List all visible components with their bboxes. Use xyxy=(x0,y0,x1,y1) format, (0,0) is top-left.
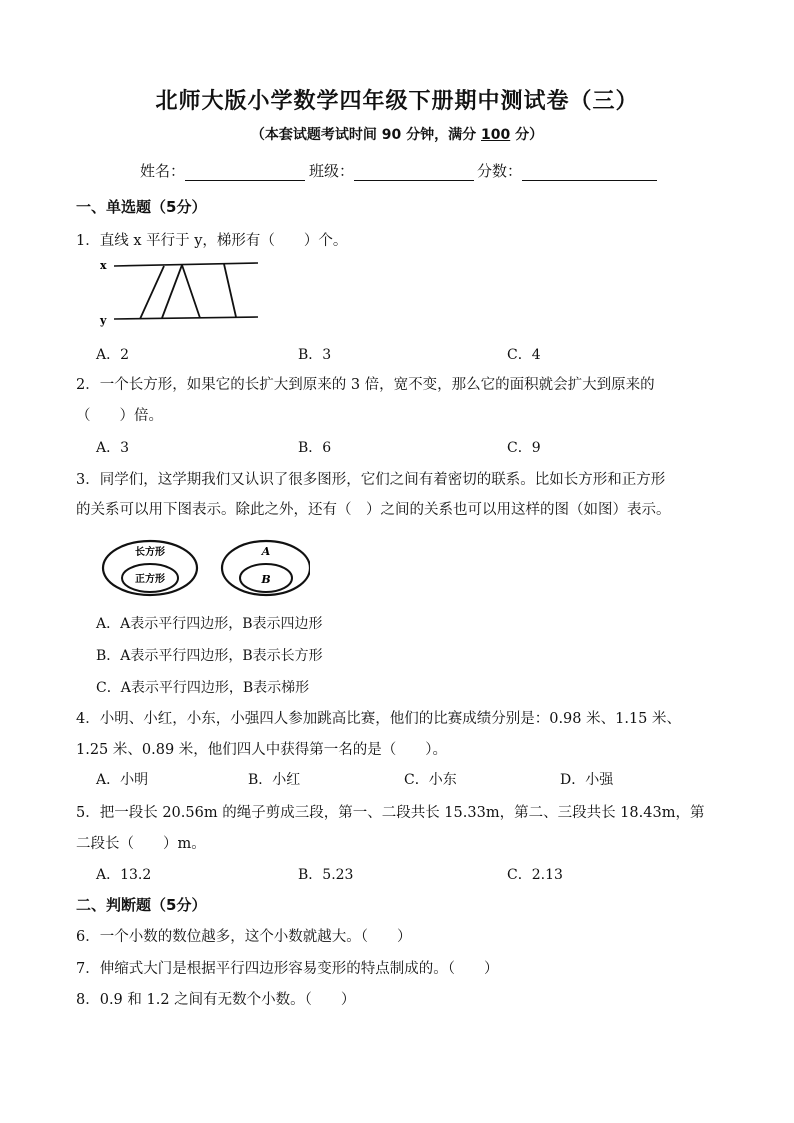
fig-label-y: y xyxy=(100,314,107,327)
q1-option-b[interactable]: B．3 xyxy=(298,347,332,363)
section-heading-true-false: 二、判断题（5分） xyxy=(76,896,207,914)
question-7-text: 7．伸缩式大门是根据平行四边形容易变形的特点制成的。（ ） xyxy=(76,961,499,977)
q5-option-c[interactable]: C．2.13 xyxy=(507,867,563,883)
score-blank[interactable] xyxy=(522,164,657,181)
q3-option-b[interactable]: B．A表示平行四边形，B表示长方形 xyxy=(96,648,323,664)
question-8-text: 8．0.9 和 1.2 之间有无数个小数。（ ） xyxy=(76,992,356,1008)
question-4-line1: 4．小明、小红，小东，小强四人参加跳高比赛，他们的比赛成绩分别是：0.98 米、1.15 米、 xyxy=(76,711,682,727)
class-label: 班级： xyxy=(309,162,355,180)
segment-2 xyxy=(162,265,182,318)
q1-option-c[interactable]: C．4 xyxy=(507,347,541,363)
class-field[interactable] xyxy=(309,160,474,181)
section-heading-single-choice: 一、单选题（5分） xyxy=(76,198,207,216)
segment-3 xyxy=(182,265,200,318)
q4-option-c[interactable]: C．小东 xyxy=(404,772,457,788)
parallel-lines-figure xyxy=(96,254,266,332)
subtitle-prefix: （本套试题考试时间 90 分钟，满分 xyxy=(250,127,481,143)
q4-option-b[interactable]: B．小红 xyxy=(248,772,301,788)
q2-option-b[interactable]: B．6 xyxy=(298,440,332,456)
segment-4 xyxy=(224,264,236,317)
question-2-line1: 2．一个长方形，如果它的长扩大到原来的 3 倍，宽不变，那么它的面积就会扩大到原来的 xyxy=(76,377,655,393)
score-label: 分数： xyxy=(477,162,523,180)
question-5-line2: 二段长（ ）m。 xyxy=(76,836,206,852)
q3-option-c[interactable]: C．A表示平行四边形，B表示梯形 xyxy=(96,680,310,696)
page-title: 北师大版小学数学四年级下册期中测试卷（三） xyxy=(155,89,639,114)
name-label: 姓名： xyxy=(140,162,186,180)
question-5-line1: 5．把一段长 20.56m 的绳子剪成三段，第一、二段共长 15.33m，第二、三段共长 18.43m，第 xyxy=(76,805,705,821)
q4-option-a[interactable]: A．小明 xyxy=(96,772,149,788)
question-3-line1: 3．同学们，这学期我们又认识了很多图形，它们之间有着密切的联系。比如长方形和正方形 xyxy=(76,472,666,488)
name-field[interactable] xyxy=(140,160,305,181)
name-blank[interactable] xyxy=(185,164,305,181)
class-blank[interactable] xyxy=(354,164,474,181)
segment-1 xyxy=(140,266,164,319)
subtitle-suffix: 分） xyxy=(510,127,544,143)
q3-option-a[interactable]: A．A表示平行四边形，B表示四边形 xyxy=(96,616,323,632)
full-score: 100 xyxy=(481,127,511,143)
question-1-text: 1．直线 x 平行于 y，梯形有（ ）个。 xyxy=(76,233,348,249)
q1-option-a[interactable]: A．2 xyxy=(96,347,130,363)
question-6-text: 6．一个小数的数位越多，这个小数就越大。（ ） xyxy=(76,929,412,945)
fig-label-x: x xyxy=(100,259,107,272)
line-y xyxy=(114,317,258,319)
q5-option-b[interactable]: B．5.23 xyxy=(298,867,354,883)
line-x xyxy=(114,263,258,266)
q2-option-a[interactable]: A．3 xyxy=(96,440,130,456)
venn-label-rectangle: 长方形 xyxy=(135,547,165,558)
question-2-line2: （ ）倍。 xyxy=(76,408,163,424)
exam-subtitle xyxy=(0,124,794,144)
venn-label-a: A xyxy=(261,545,271,558)
q2-option-c[interactable]: C．9 xyxy=(507,440,541,456)
score-field[interactable] xyxy=(477,160,657,181)
question-3-line2: 的关系可以用下图表示。除此之外，还有（ ）之间的关系也可以用这样的图（如图）表示。 xyxy=(76,502,671,518)
venn-label-square: 正方形 xyxy=(135,574,165,585)
question-4-line2: 1.25 米、0.89 米，他们四人中获得第一名的是（ ）。 xyxy=(76,742,448,758)
q4-option-d[interactable]: D．小强 xyxy=(560,772,614,788)
q5-option-a[interactable]: A．13.2 xyxy=(96,867,152,883)
venn-figure xyxy=(100,538,310,598)
venn-label-b: B xyxy=(261,573,271,586)
